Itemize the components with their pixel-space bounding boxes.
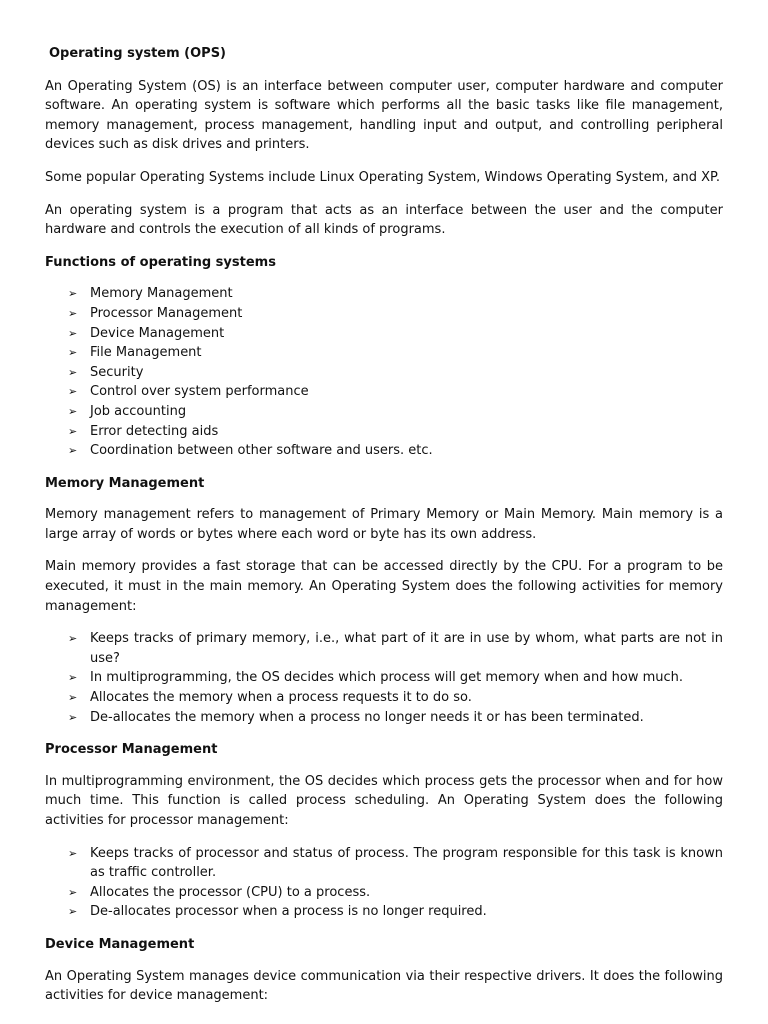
arrow-bullet-icon: ➢ [68,671,78,685]
list-item [68,382,723,402]
arrow-bullet-icon: ➢ [68,385,78,399]
list-item [68,688,723,708]
list-item-text: Allocates the memory when a process requests it to do so. [90,690,472,706]
processor-activities-list [45,844,723,922]
section-heading-processor: Processor Management [45,742,218,758]
list-item [68,629,723,668]
list-item-text: Device Management [90,325,225,341]
list-item [68,343,723,363]
device-paragraph: An Operating System manages device communication via their respective drivers. It does the following activities for device management: [45,968,723,1004]
arrow-bullet-icon: ➢ [68,632,78,646]
list-item-text: Control over system performance [90,384,309,400]
memory-paragraph: Main memory provides a fast storage that can be accessed directly by the CPU. For a program to be executed, it must in the main memory. An Operating System does the following activities for memory management: [45,559,723,614]
memory-paragraph: Memory management refers to management of Primary Memory or Main Memory. Main memory is a large array of words or bytes where each word or byte has its own address. [45,507,723,542]
list-item [68,902,723,922]
arrow-bullet-icon: ➢ [68,365,78,379]
list-item [68,844,723,883]
list-item [68,402,723,422]
processor-paragraph: In multiprogramming environment, the OS decides which process gets the processor when and for how much time. This function is called process scheduling. An Operating System does the following activities for processor management: [45,773,723,828]
arrow-bullet-icon: ➢ [68,885,78,899]
arrow-bullet-icon: ➢ [68,404,78,418]
list-item [68,708,723,728]
memory-activities-list [45,629,723,727]
arrow-bullet-icon: ➢ [68,424,78,438]
arrow-bullet-icon: ➢ [68,287,78,301]
list-item-text: Processor Management [90,305,243,321]
list-item [68,883,723,903]
list-item-text: Allocates the processor (CPU) to a process. [90,884,371,900]
list-item-text: De-allocates processor when a process is no longer required. [90,904,487,920]
list-item-text: Coordination between other software and users. etc. [90,443,433,459]
list-item-text: In multiprogramming, the OS decides which process will get memory when and how much. [90,670,684,686]
document-page [45,44,723,1019]
arrow-bullet-icon: ➢ [68,346,78,360]
arrow-bullet-icon: ➢ [68,326,78,340]
section-heading-device: Device Management [45,936,195,952]
intro-paragraph: An Operating System (OS) is an interface between computer user, computer hardware and computer software. An operating system is software which performs all the basic tasks like file management, memory management, process management, handling input and output, and controlling peripheral devices such as disk drives and printers. [45,78,723,153]
arrow-bullet-icon: ➢ [68,444,78,458]
section-heading-functions: Functions of operating systems [45,254,276,270]
document-title: Operating system (OPS) [49,46,226,61]
arrow-bullet-icon: ➢ [68,710,78,724]
intro-paragraph: An operating system is a program that acts as an interface between the user and the computer hardware and controls the execution of all kinds of programs. [45,202,723,238]
list-item [68,284,723,304]
section-heading-memory: Memory Management [45,475,205,491]
list-item-text: Keeps tracks of primary memory, i.e., what part of it are in use by whom, what parts are not in use? [90,631,723,666]
arrow-bullet-icon: ➢ [68,306,78,320]
list-item [68,422,723,442]
list-item [68,441,723,461]
list-item [68,668,723,688]
arrow-bullet-icon: ➢ [68,691,78,705]
list-item-text: Job accounting [90,403,187,419]
list-item-text: Memory Management [90,286,233,302]
list-item [68,324,723,344]
arrow-bullet-icon: ➢ [68,846,78,860]
functions-list [45,284,723,460]
intro-paragraph: Some popular Operating Systems include Linux Operating System, Windows Operating System, and XP. [45,169,720,185]
list-item-text: Security [90,364,144,380]
list-item-text: Error detecting aids [90,423,219,439]
list-item-text: File Management [90,345,202,361]
list-item-text: Keeps tracks of processor and status of process. The program responsible for this task is known as traffic controller. [90,845,723,881]
list-item [68,304,723,324]
arrow-bullet-icon: ➢ [68,905,78,919]
list-item [68,363,723,383]
list-item-text: De-allocates the memory when a process no longer needs it or has been terminated. [90,709,644,725]
